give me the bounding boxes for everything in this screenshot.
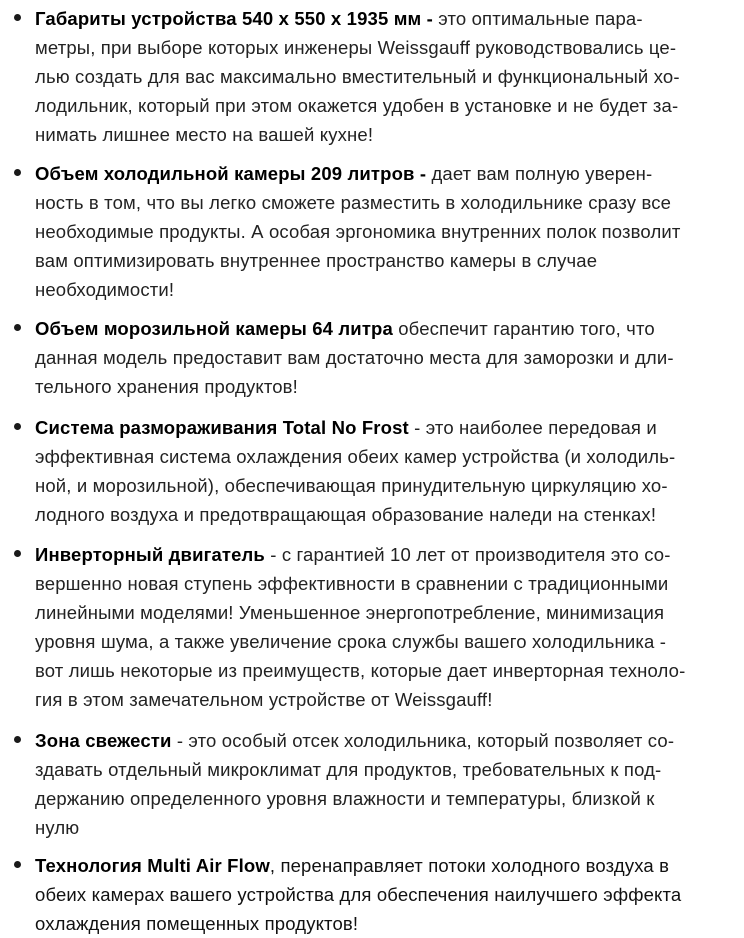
- feature-text: держанию определенного уровня влажности и температуры, близкой к: [35, 788, 655, 809]
- feature-text: лью создать для вас максимально вместительный и функциональный хо-: [35, 66, 680, 87]
- feature-line: [35, 880, 681, 909]
- feature-title: Инверторный двигатель: [35, 544, 265, 565]
- feature-text: дает вам полную уверен-: [426, 163, 653, 184]
- feature-line: [35, 159, 652, 188]
- feature-line: [35, 500, 656, 529]
- feature-title: Технология Multi Air Flow: [35, 855, 270, 876]
- feature-line: [35, 246, 597, 275]
- bullet-icon: [14, 324, 21, 331]
- feature-text: здавать отдельный микроклимат для продуктов, требовательных к под-: [35, 759, 662, 780]
- feature-line: [35, 685, 493, 714]
- bullet-icon: [14, 861, 21, 868]
- feature-text: обеих камерах вашего устройства для обеспечения наилучшего эффекта: [35, 884, 682, 905]
- bullet-icon: [14, 14, 21, 21]
- bullet-icon: [14, 736, 21, 743]
- feature-text: - это особый отсек холодильника, который позволяет со-: [171, 730, 675, 751]
- feature-text: , перенаправляет потоки холодного воздуха в: [269, 855, 670, 876]
- feature-text: охлаждения помещенных продуктов!: [35, 913, 359, 934]
- feature-line: [35, 471, 668, 500]
- feature-text: данная модель предоставит вам достаточно места для заморозки и дли-: [35, 347, 674, 368]
- feature-text: лодного воздуха и предотвращающая образование наледи на стенках!: [35, 504, 657, 525]
- feature-text: метры, при выборе которых инженеры Weissgauff руководствовались це-: [35, 37, 677, 58]
- feature-line: [35, 314, 655, 343]
- feature-line: [35, 372, 298, 401]
- feature-text: ной, и морозильной), обеспечивающая принудительную циркуляцию хо-: [35, 475, 668, 496]
- feature-line: [35, 726, 674, 755]
- feature-line: [35, 627, 666, 656]
- feature-title: Зона свежести: [35, 730, 172, 751]
- feature-text: тельного хранения продуктов!: [35, 376, 298, 397]
- feature-text: гия в этом замечательном устройстве от Weissgauff!: [35, 689, 493, 710]
- feature-line: [35, 413, 657, 442]
- feature-text: вам оптимизировать внутреннее пространство камеры в случае: [35, 250, 598, 271]
- feature-line: [35, 275, 174, 304]
- feature-text: линейными моделями! Уменьшенное энергопотребление, минимизация: [35, 602, 665, 623]
- feature-line: [35, 442, 675, 471]
- feature-line: [35, 91, 678, 120]
- feature-line: [35, 851, 669, 880]
- bullet-icon: [14, 423, 21, 430]
- feature-text: нулю: [35, 817, 80, 838]
- feature-line: [35, 4, 643, 33]
- feature-line: [35, 656, 685, 685]
- feature-text: нимать лишнее место на вашей кухне!: [35, 124, 374, 145]
- feature-text: вот лишь некоторые из преимуществ, которые дает инверторная техноло-: [35, 660, 686, 681]
- feature-title: Система размораживания Total No Frost: [35, 417, 409, 438]
- bullet-icon: [14, 550, 21, 557]
- feature-line: [35, 755, 661, 784]
- feature-line: [35, 598, 664, 627]
- feature-line: [35, 784, 654, 813]
- feature-text: необходимые продукты. А особая эргономика внутренних полок позволит: [35, 221, 681, 242]
- feature-line: [35, 569, 668, 598]
- feature-line: [35, 540, 671, 569]
- feature-line: [35, 343, 674, 372]
- feature-text: это оптимальные пара-: [432, 8, 643, 29]
- feature-title: Габариты устройства 540 х 550 х 1935 мм -: [35, 8, 433, 29]
- bullet-icon: [14, 169, 21, 176]
- feature-text: лодильник, который при этом окажется удобен в установке и не будет за-: [35, 95, 679, 116]
- feature-text: эффективная система охлаждения обеих камер устройства (и холодиль-: [35, 446, 676, 467]
- feature-line: [35, 813, 79, 842]
- feature-text: вершенно новая ступень эффективности в сравнении с традиционными: [35, 573, 669, 594]
- feature-title: Объем морозильной камеры 64 литра: [35, 318, 393, 339]
- feature-line: [35, 120, 373, 149]
- feature-text: необходимости!: [35, 279, 175, 300]
- feature-text: - с гарантией 10 лет от производителя это со-: [264, 544, 671, 565]
- feature-text: ность в том, что вы легко сможете разместить в холодильнике сразу все: [35, 192, 672, 213]
- feature-line: [35, 188, 671, 217]
- feature-line: [35, 909, 358, 938]
- feature-line: [35, 62, 680, 91]
- feature-title: Объем холодильной камеры 209 литров -: [35, 163, 427, 184]
- feature-line: [35, 217, 681, 246]
- feature-line: [35, 33, 676, 62]
- feature-text: - это наиболее передовая и: [408, 417, 657, 438]
- feature-text: уровня шума, а также увеличение срока службы вашего холодильника -: [35, 631, 667, 652]
- feature-text: обеспечит гарантию того, что: [392, 318, 655, 339]
